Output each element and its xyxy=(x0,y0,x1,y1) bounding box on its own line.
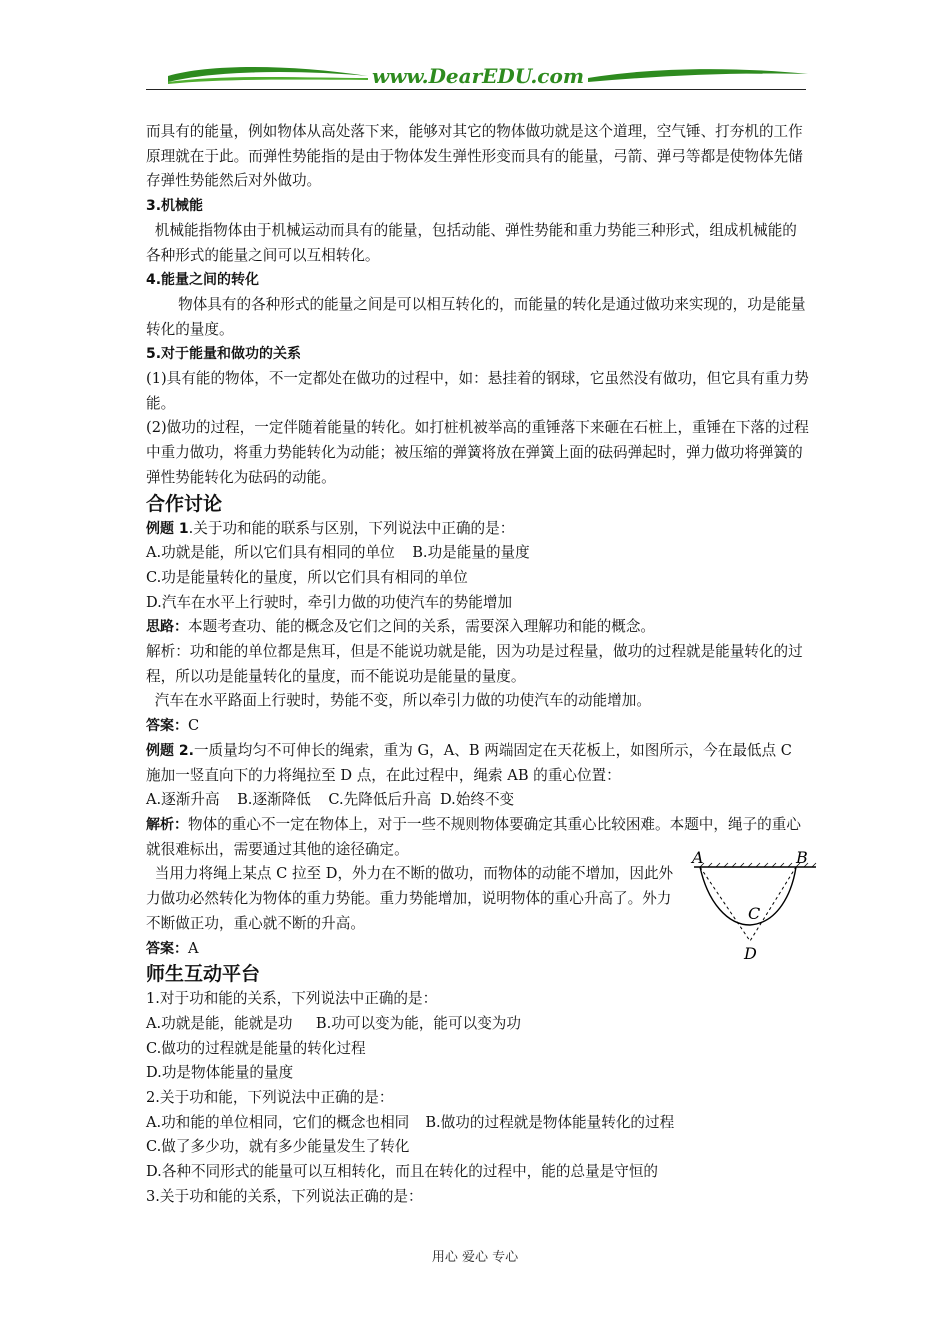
question-2: 2.关于功和能，下列说法中正确的是： xyxy=(146,1089,394,1107)
label-a: A xyxy=(692,848,704,867)
option-d: D.始终不变 xyxy=(439,791,515,809)
header-rule xyxy=(146,89,806,90)
example-1-answer xyxy=(146,714,810,739)
example-1-analysis: 解析：功和能的单位都是焦耳，但是不能说功就是能，因为功是过程量，做功的过程就是能量转化的过程，所以功是能量转化的量度，而不能说功是能量的量度。 xyxy=(146,643,803,685)
label-d: D xyxy=(744,944,757,963)
example-1-idea xyxy=(146,615,810,640)
section-title-interaction: 师生互动平台 xyxy=(146,963,261,986)
heading-mechanical-energy: 3.机械能 xyxy=(146,198,204,215)
answer-value: A xyxy=(188,939,199,957)
question-1-options-ab xyxy=(146,1012,810,1037)
paragraph: 而具有的能量，例如物体从高处落下来，能够对其它的物体做功就是这个道理，空气锤、打夯机的工作原理就在于此。而弹性势能指的是由于物体发生弹性形变而具有的能量，弓箭、弹弓等都是使物体先储存弹性势能然后对外做功。 xyxy=(146,123,803,190)
answer-value: C xyxy=(188,717,200,735)
example-2-options xyxy=(146,788,810,813)
option-b: B.功可以变为能，能可以变为功 xyxy=(315,1014,521,1032)
option-b: B.做功的过程就是物体能量转化的过程 xyxy=(425,1113,675,1131)
answer-label: 答案： xyxy=(146,718,188,735)
option-d: D.各种不同形式的能量可以互相转化，而且在转化的过程中，能的总量是守恒的 xyxy=(146,1163,659,1181)
option-a: A.功和能的单位相同，它们的概念也相同 xyxy=(146,1113,410,1131)
option-a: A.功就是能，能就是功 xyxy=(146,1014,293,1032)
logo-text: www.DearEDU.com xyxy=(371,64,585,88)
option-d: D.汽车在水平上行驶时，牵引力做的功使汽车的势能增加 xyxy=(146,593,513,611)
answer-label: 答案： xyxy=(146,940,188,957)
option-b: B.功是能量的量度 xyxy=(412,544,530,562)
option-a: A.功就是能，所以它们具有相同的单位 xyxy=(146,544,395,562)
paragraph: (2)做功的过程，一定伴随着能量的转化。如打桩机被举高的重锤落下来砸在石桩上，重锤在下落的过程中重力做功，将重力势能转化为动能；被压缩的弹簧将放在弹簧上面的砝码弹起时，弹力做功将弹簧的弹性势能转化为砝码的动能。 xyxy=(146,419,809,486)
idea-text: 本题考查功、能的概念及它们之间的关系，需要深入理解功和能的概念。 xyxy=(188,618,656,636)
paragraph: 物体具有的各种形式的能量之间是可以相互转化的，而能量的转化是通过做功来实现的，功是能量转化的量度。 xyxy=(146,295,806,338)
option-c: C.做功的过程就是能量的转化过程 xyxy=(146,1039,366,1057)
section-title-discussion: 合作讨论 xyxy=(146,492,223,515)
page-footer: 用心 爱心 专心 xyxy=(431,1250,519,1265)
label-c: C xyxy=(748,904,761,923)
heading-energy-work-relation: 5.对于能量和做功的关系 xyxy=(146,346,302,363)
paragraph: (1)具有能的物体，不一定都处在做功的过程中，如：悬挂着的钢球，它虽然没有做功，但它具有重力势能。 xyxy=(146,370,809,412)
document-body xyxy=(146,120,810,1210)
example-2-stem xyxy=(146,739,810,788)
example-1-label: 例题 1 xyxy=(146,520,189,537)
example-1-stem xyxy=(146,517,810,542)
example-2-label: 例题 2. xyxy=(146,742,194,759)
example-1-question: .关于功和能的联系与区别，下列说法中正确的是： xyxy=(188,519,515,537)
idea-label: 思路： xyxy=(146,619,188,636)
logo-swoosh-left-underline xyxy=(168,77,368,84)
option-c: C.做了多少功，就有多少能量发生了转化 xyxy=(146,1138,410,1156)
question-2-options-ab xyxy=(146,1111,810,1136)
example-2-question: 一质量均匀不可伸长的绳索，重为 G，A、B 两端固定在天花板上，如图所示，今在最低点 C 施加一竖直向下的力将绳拉至 D 点，在此过程中，绳索 AB 的重心位置： xyxy=(146,741,792,784)
rope-figure xyxy=(688,843,818,965)
option-c: C.先降低后升高 xyxy=(328,791,432,809)
analysis-text: 物体的重心不一定在物体上，对于一些不规则物体要确定其重心比较困难。本题中，绳子的重心就很难标出，需要通过其他的途径确定。 xyxy=(146,815,801,858)
example-1-options-ab xyxy=(146,541,810,566)
option-d: D.功是物体能量的量度 xyxy=(146,1064,294,1082)
paragraph: 机械能指物体由于机械运动而具有的能量，包括动能、弹性势能和重力势能三种形式，组成机械能的各种形式的能量之间可以互相转化。 xyxy=(146,221,797,264)
label-b: B xyxy=(796,848,808,867)
example-2-analysis-2: 当用力将绳上某点 C 拉至 D，外力在不断的做功，而物体的动能不增加，因此外力做功必然转化为物体的重力势能。重力势能增加，说明物体的重心升高了。外力不断做正功，重心就不断的升高。 xyxy=(146,865,674,932)
option-a: A.逐渐升高 xyxy=(146,791,220,809)
option-b: B.逐渐降低 xyxy=(237,791,311,809)
analysis-label: 解析： xyxy=(146,816,188,833)
heading-energy-conversion: 4.能量之间的转化 xyxy=(146,272,260,289)
question-1: 1.对于功和能的关系，下列说法中正确的是： xyxy=(146,990,438,1008)
option-c: C.功是能量转化的量度，所以它们具有相同的单位 xyxy=(146,568,468,586)
example-1-analysis-2: 汽车在水平路面上行驶时，势能不变，所以牵引力做的功使汽车的动能增加。 xyxy=(154,692,651,710)
logo-swoosh-right xyxy=(588,69,808,82)
question-3: 3.关于功和能的关系，下列说法正确的是： xyxy=(146,1187,423,1205)
